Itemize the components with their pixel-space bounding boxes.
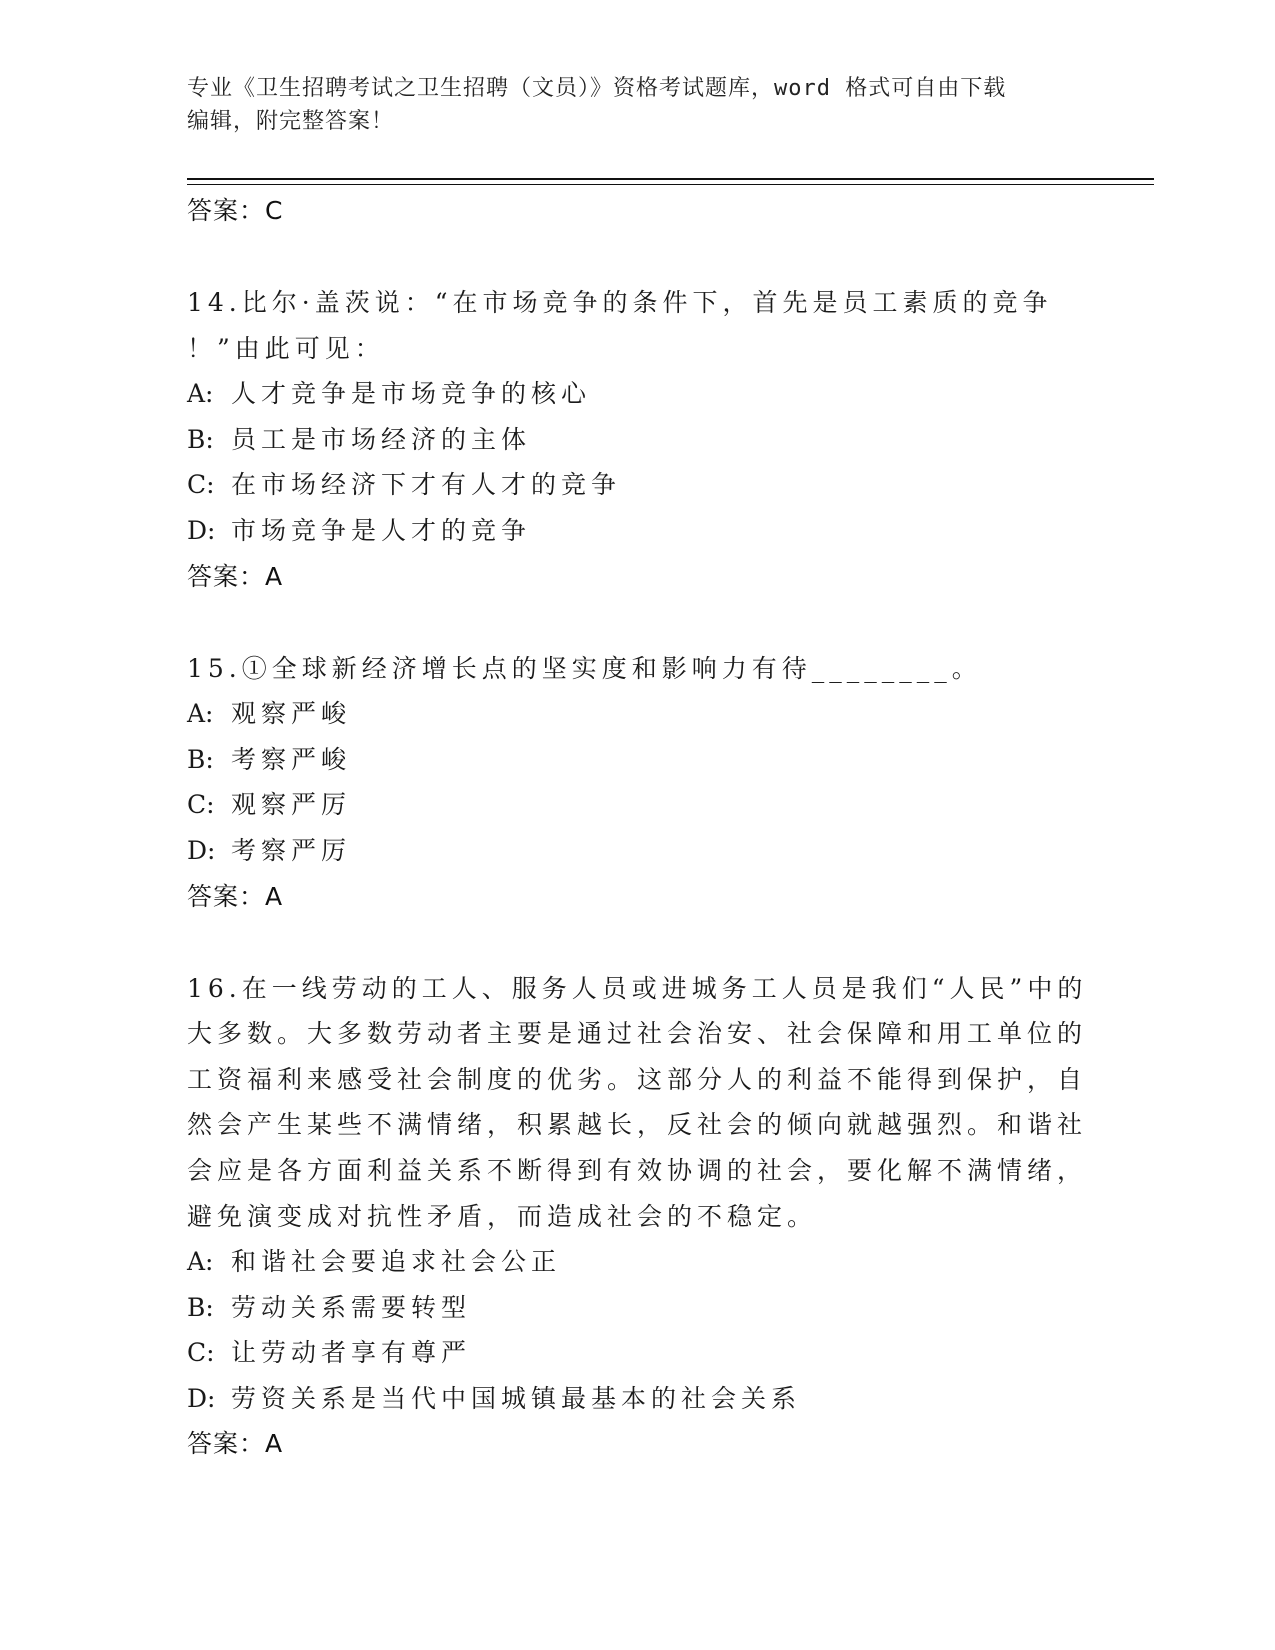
option-key: D: bbox=[187, 835, 216, 865]
option-key: C: bbox=[187, 790, 215, 820]
option-a bbox=[187, 691, 1087, 737]
option-key: C: bbox=[187, 470, 215, 500]
question-text-line: 14.比尔·盖茨说：“在市场竞争的条件下，首先是员工素质的竞争 bbox=[187, 288, 1053, 317]
option-b bbox=[187, 1285, 1087, 1331]
option-key: A: bbox=[187, 1247, 214, 1277]
header-rule-thick bbox=[187, 178, 1154, 180]
option-text: 劳动关系需要转型 bbox=[231, 1292, 472, 1322]
question-text-line: 然会产生某些不满情绪，积累越长，反社会的倾向就越强烈。和谐社 bbox=[187, 1110, 1088, 1140]
option-text: 考察严峻 bbox=[231, 744, 352, 774]
option-key: B: bbox=[187, 424, 214, 454]
option-b bbox=[187, 417, 1087, 463]
header-line-1: 专业《卫生招聘考试之卫生招聘（文员）》资格考试题库，word 格式可自由下载 bbox=[187, 76, 1007, 101]
option-text: 员工是市场经济的主体 bbox=[231, 424, 532, 454]
option-key: A: bbox=[187, 699, 214, 729]
question-15 bbox=[187, 646, 1087, 920]
option-text: 在市场经济下才有人才的竞争 bbox=[231, 470, 622, 500]
answer: 答案：A bbox=[187, 1429, 284, 1459]
option-b bbox=[187, 737, 1087, 783]
option-c bbox=[187, 1330, 1087, 1376]
option-a bbox=[187, 371, 1087, 417]
option-d bbox=[187, 508, 1087, 554]
question-text-line: 15.①全球新经济增长点的坚实度和影响力有待________。 bbox=[187, 653, 982, 683]
option-text: 人才竞争是市场竞争的核心 bbox=[231, 379, 592, 409]
option-key: A: bbox=[187, 379, 214, 409]
question-text-line: 避免演变成对抗性矛盾，而造成社会的不稳定。 bbox=[187, 1201, 818, 1231]
header-rule-thin bbox=[187, 184, 1154, 185]
option-a bbox=[187, 1239, 1087, 1285]
option-text: 观察严厉 bbox=[231, 790, 352, 820]
question-16 bbox=[187, 966, 1087, 1468]
option-key: C: bbox=[187, 1338, 215, 1368]
option-text: 和谐社会要追求社会公正 bbox=[231, 1247, 562, 1277]
question-list bbox=[187, 188, 1087, 1467]
option-text: 市场竞争是人才的竞争 bbox=[231, 515, 532, 545]
question-text-line: 工资福利来感受社会制度的优劣。这部分人的利益不能得到保护，自 bbox=[187, 1064, 1088, 1094]
question-text-line: 大多数。大多数劳动者主要是通过社会治安、社会保障和用工单位的 bbox=[187, 1019, 1088, 1049]
option-key: D: bbox=[187, 1383, 216, 1413]
option-key: D: bbox=[187, 515, 216, 545]
header-line-2: 编辑，附完整答案！ bbox=[187, 109, 395, 134]
question-text-line: ！”由此可见： bbox=[187, 333, 385, 363]
option-d bbox=[187, 1376, 1087, 1422]
question-text-line: 会应是各方面利益关系不断得到有效协调的社会，要化解不满情绪， bbox=[187, 1155, 1088, 1185]
option-text: 观察严峻 bbox=[231, 699, 352, 729]
option-text: 劳资关系是当代中国城镇最基本的社会关系 bbox=[231, 1383, 802, 1413]
question-14 bbox=[187, 280, 1087, 600]
option-text: 让劳动者享有尊严 bbox=[231, 1338, 472, 1368]
option-c bbox=[187, 462, 1087, 508]
answer: 答案：A bbox=[187, 881, 284, 911]
option-d bbox=[187, 828, 1087, 874]
option-key: B: bbox=[187, 744, 214, 774]
option-c bbox=[187, 782, 1087, 828]
option-text: 考察严厉 bbox=[231, 835, 352, 865]
answer: 答案：A bbox=[187, 561, 284, 591]
previous-answer: 答案：C bbox=[187, 196, 284, 225]
option-key: B: bbox=[187, 1292, 214, 1322]
question-text-line: 16.在一线劳动的工人、服务人员或进城务工人员是我们“人民”中的 bbox=[187, 973, 1088, 1003]
document-header bbox=[187, 72, 1087, 138]
